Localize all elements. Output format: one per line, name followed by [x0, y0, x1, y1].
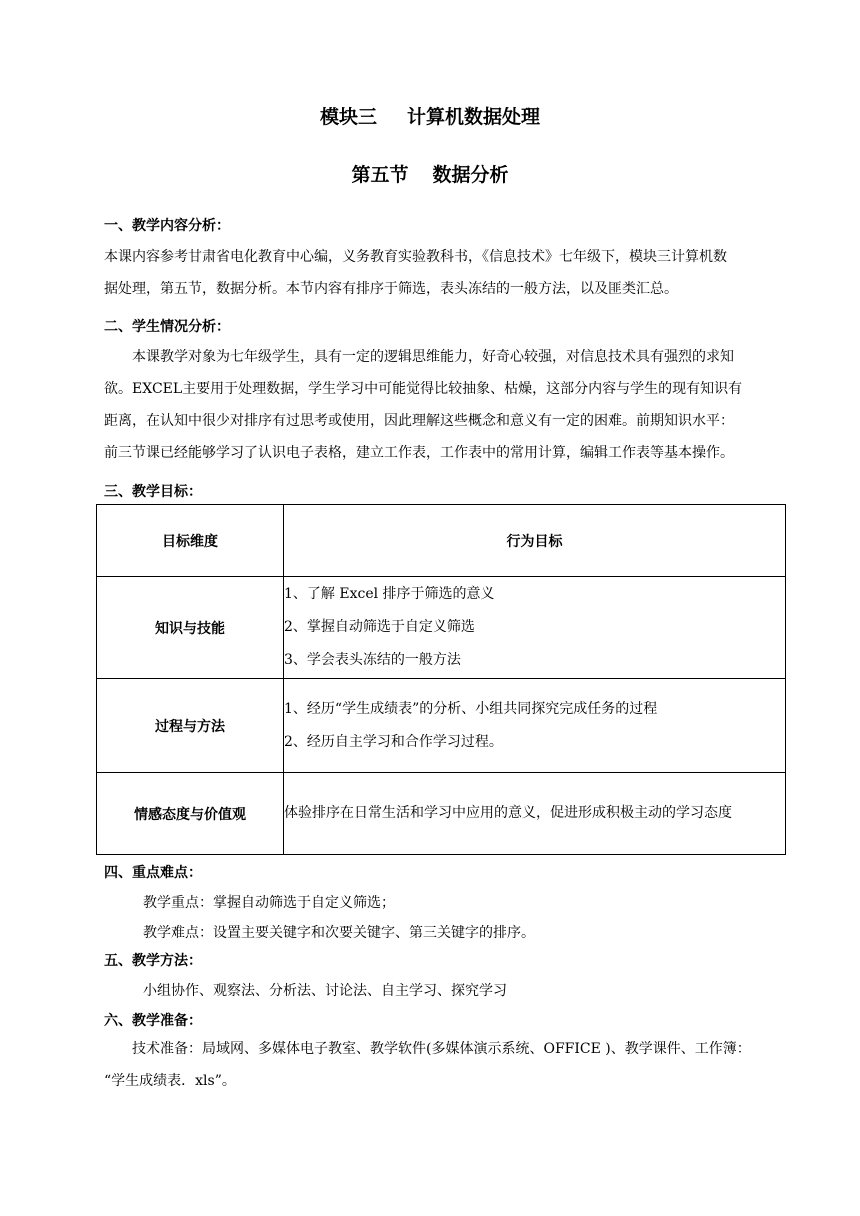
- table-row: [97, 679, 786, 773]
- student-analysis-paragraph: [104, 341, 784, 469]
- header-dimension: 目标维度: [97, 505, 284, 577]
- paragraph-line: 本课教学对象为七年级学生，具有一定的逻辑思维能力，好奇心较强，对信息技术具有强烈的求知: [132, 349, 734, 365]
- row-targets: [284, 679, 786, 773]
- teaching-goals-table: [96, 504, 786, 855]
- row-dimension: 知识与技能: [97, 577, 284, 679]
- paragraph-line: 技术准备：局域网、多媒体电子教室、教学软件(多媒体演示系统、OFFICE )、教学课件、工作簿：: [132, 1041, 751, 1057]
- section-title: [0, 160, 860, 187]
- module-name: 计算机数据处理: [407, 106, 541, 128]
- teaching-methods-text: 小组协作、观察法、分析法、讨论法、自主学习、探究学习: [143, 983, 507, 999]
- document-title: [0, 102, 860, 129]
- heading-teaching-preparation: 六、教学准备：: [104, 1013, 202, 1029]
- paragraph-line: 本课内容参考甘肃省电化教育中心编，义务教育实验教科书，《信息技术》七年级下，模块三计算机数: [104, 249, 727, 265]
- paragraph-line: “学生成绩表．xls”。: [104, 1073, 236, 1089]
- section-label: 第五节: [351, 164, 409, 186]
- target-item: 2、掌握自动筛选于自定义筛选: [284, 619, 475, 635]
- table-row: [97, 773, 786, 855]
- header-target: 行为目标: [284, 505, 786, 577]
- heading-teaching-methods: 五、教学方法：: [104, 953, 202, 969]
- heading-key-points: 四、重点难点：: [104, 865, 202, 881]
- section-name: 数据分析: [432, 164, 509, 186]
- teaching-key-point: 教学重点：掌握自动筛选于自定义筛选；: [143, 895, 395, 911]
- table-row: [97, 577, 786, 679]
- paragraph-line: 据处理，第五节，数据分析。本节内容有排序于筛选，表头冻结的一般方法，以及匪类汇总。: [104, 281, 678, 297]
- row-targets: [284, 773, 786, 855]
- teaching-difficulty: 教学难点：设置主要关键字和次要关键字、第三关键字的排序。: [143, 925, 535, 941]
- module-label: 模块三: [319, 106, 377, 128]
- row-targets: [284, 577, 786, 679]
- heading-student-analysis: 二、学生情况分析：: [104, 319, 230, 335]
- paragraph-line: 前三节课已经能够学习了认识电子表格，建立工作表，工作表中的常用计算，编辑工作表等基本操作。: [104, 445, 734, 461]
- row-dimension: 过程与方法: [97, 679, 284, 773]
- paragraph-line: 欲。EXCEL主要用于处理数据，学生学习中可能觉得比较抽象、枯燥，这部分内容与学生的现有知识有: [104, 381, 743, 397]
- table-header-row: [97, 505, 786, 577]
- target-item: 体验排序在日常生活和学习中应用的意义，促进形成积极主动的学习态度: [284, 805, 732, 821]
- teaching-preparation-paragraph: [104, 1033, 784, 1097]
- target-item: 1、经历“学生成绩表”的分析、小组共同探究完成任务的过程: [284, 700, 658, 717]
- target-item: 1、了解 Excel 排序于筛选的意义: [284, 586, 495, 602]
- target-item: 3、学会表头冻结的一般方法: [284, 652, 461, 668]
- heading-teaching-goals: 三、教学目标：: [104, 484, 202, 500]
- heading-content-analysis: 一、教学内容分析：: [104, 218, 230, 234]
- paragraph-line: 距离，在认知中很少对排序有过思考或使用，因此理解这些概念和意义有一定的困难。前期知识水平：: [104, 413, 734, 429]
- content-analysis-paragraph: [104, 241, 784, 305]
- row-dimension: 情感态度与价值观: [97, 773, 284, 855]
- target-item: 2、经历自主学习和合作学习过程。: [284, 733, 503, 750]
